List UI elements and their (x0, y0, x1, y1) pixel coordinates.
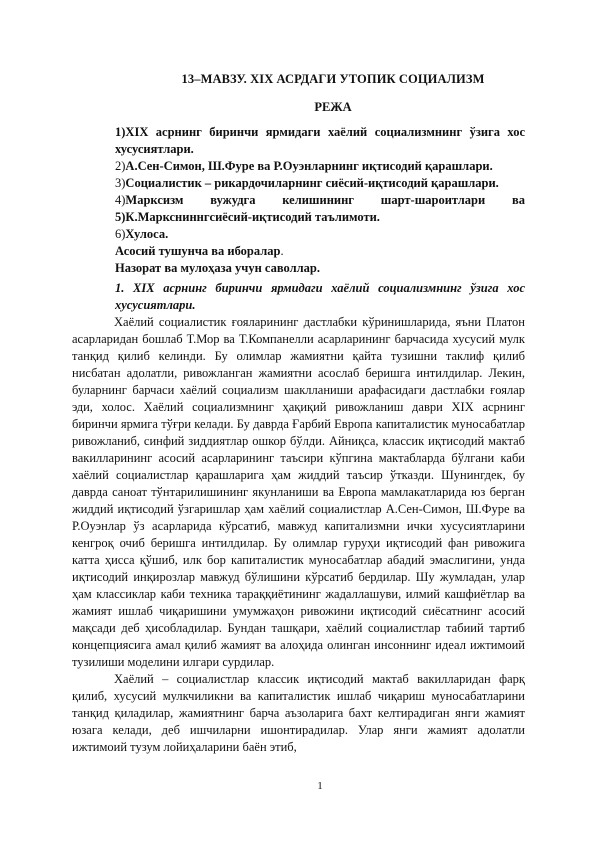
plan-item: 4)Марксизм вужудга келишининг шарт-шароитлари ва (115, 193, 525, 207)
page-title: 13–МАВЗУ. XIX АСРДАГИ УТОПИК СОЦИАЛИЗМ (181, 72, 485, 86)
basic-concepts: Асосий тушунча ва иборалар. (115, 244, 284, 258)
review-questions: Назорат ва мулоҳаза учун саволлар. (115, 261, 320, 275)
paragraph: Хаёлий – социалистлар классик иқтисодий мактаб вакилларидан фарқ қилиб, хусусий мулкчиликни ва капиталистик ишлаб чиқариш муносабатларини танқид қиладилар, жамиятнинг барча аъзоларига бахт келтирадиган янги жамият юзага келади, деб ишчиларни ишонтирадилар. Улар янги жамият адолатли ижтимоий тузум лойиҳаларини баён этиб, (72, 672, 525, 754)
plan-item: 5)К.Марксниннгсиёсий-иқтисодий таълимоти. (115, 210, 380, 224)
paragraph: Хаёлий социалистик ғояларининг дастлабки кўринишларида, яъни Платон асарларидан бошлаб Т.Мор ва Т.Компанелли асарларининг барчасида хусусий мулк танқид қилиб келинди. Бу олимлар жамиятни қайта тузишни таклиф қилиб нисбатан адолатли, ривожланган жамиятни асослаб беришга интилдилар. Лекин, буларнинг барчаси хаёлий социализм шаклланиши арафасидаги дастлабки ғоялар эди, холос. Хаёлий социализмнинг ҳақиқий ривожланиш даври XIX асрнинг биринчи ярмига тўғри келади. Бу даврда Ғарбий Европа капиталистик муносабатлар ривожланиб, синфий зиддиятлар ошкор бўлди. Айниқса, классик иқтисодий мактаб вакилларининг асосий асарларининг таъсири кўпгина мактабларда бўлгани каби хаёлий социалистлар қарашларига ҳам жиддий таъсир ўтказди. Шунингдек, бу даврда саноат тўнтарилишининг якунланиши ва Европа мамлакатларида юз берган жиддий иқтисодий ўзгаришлар ҳам хаёлий социалистлар А.Сен-Симон, Ш.Фуре ва Р.Оуэнлар ўз асарларида кўрсатиб, мавжуд капитализмни ички хусусиятларини кенгроқ очиб беришга интилдилар. Бу олимлар гуруҳи иқтисодий фан ривожига катта ҳисса қўшиб, илк бор капиталистик муносабатлар абадий эмаслигини, унда иқтисодий инқирозлар мавжуд бўлишини кўрсатиб бердилар. Шу жумладан, улар ҳам классиклар каби техника тараққиётининг жадаллашуви, илмий кашфиётлар ва жамият ишлаб чиқаришини умумжаҳон ривожини иқтисодий сиёсатнинг асосий мақсади деб ҳисобладилар. Бундан ташқари, хаёлий социалистлар табиий тартиб концепциясига амал қилиб жамият ва алоҳида олинган инсоннинг идеал ижтимоий тузилиши моделини илгари сурдилар. (72, 315, 525, 669)
plan-list (115, 124, 525, 277)
plan-item: 3)Социалистик – рикардочиларнинг сиёсий-иқтисодий қарашлари. (115, 176, 499, 190)
plan-item: 2)А.Сен-Симон, Ш.Фуре ва Р.Оуэнларнинг иқтисодий қарашлари. (115, 159, 493, 173)
page-number: 1 (317, 780, 323, 792)
section-heading: 1. XIX асрнинг биринчи ярмидаги хаёлий социализмнинг ўзига хос хусусиятлари. (115, 281, 525, 312)
plan-item: 6)Хулоса. (115, 227, 169, 241)
plan-item: 1)XIX асрнинг биринчи ярмидаги хаёлий социализмнинг ўзига хос хусусиятлари. (115, 125, 525, 156)
body-text (72, 314, 525, 756)
plan-heading: РЕЖА (314, 100, 352, 114)
